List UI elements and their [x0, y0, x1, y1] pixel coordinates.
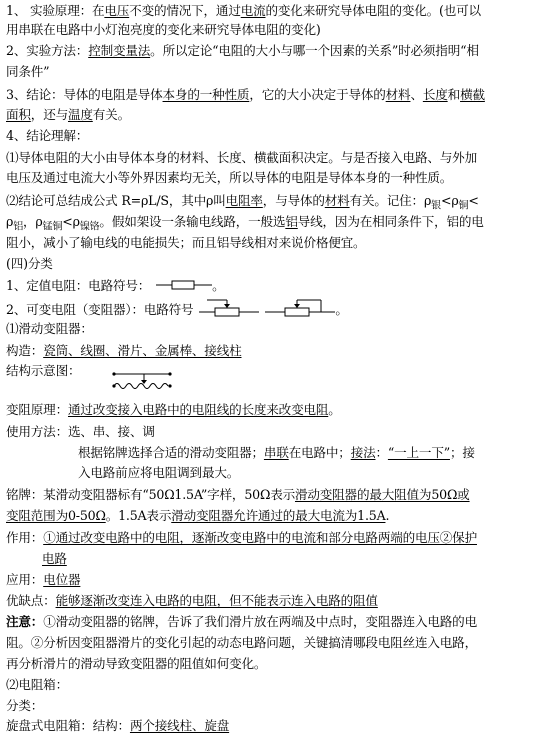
understanding-heading: 4、结论理解： — [6, 128, 89, 143]
note-line-cont2: 再分析滑片的滑动导致变阻器的阻值如何变化。 — [6, 656, 267, 671]
usage-line: 使用方法：选、串、接、调 — [6, 424, 155, 439]
note-line: 注意：①滑动变阻器的铭牌，告诉了我们滑片放在两端及中点时，变阻器连入电路的电 — [6, 614, 477, 629]
conclusion-line-cont: 面积，还与温度有关。 — [6, 107, 130, 122]
principle-line: 1、 实验原理：在电压不变的情况下，通过电流的变化来研究导体电阻的变化。(也可以 — [6, 3, 481, 18]
resistor-symbol-icon — [156, 278, 212, 296]
classification-label: 分类： — [6, 698, 44, 713]
rheostat-schematic-icon — [110, 368, 174, 400]
usage-detail-cont: 入电路前应将电阻调到最大。 — [78, 465, 240, 480]
rotary-box-line: 旋盘式电阻箱：结构：两个接线柱、旋盘 — [6, 718, 230, 733]
fixed-resistor-line: 1、定值电阻：电路符号： 。 — [6, 277, 543, 296]
resistance-box-heading: ⑵电阻箱： — [6, 677, 68, 692]
principle-line-cont: 用串联在电路中小灯泡亮度的变化来研究导体电阻的变化) — [6, 22, 321, 37]
structure-line: 构造：瓷筒、线圈、滑片、金属棒、接线柱 — [6, 343, 242, 358]
nameplate-line: 铭牌：某滑动变阻器标有“50Ω1.5A”字样，50Ω表示滑动变阻器的最大阻值为50Ω或 — [6, 487, 470, 502]
understanding-2: ⑵结论可总结成公式 R=ρL/S，其中ρ叫电阻率，与导体的材料有关。记住：$\rho_银<\rho_铜<$ — [6, 193, 479, 212]
slide-rheostat-heading: ⑴滑动变阻器： — [6, 321, 93, 336]
method-line: 2、实验方法：控制变量法。所以定论“电阻的大小与哪一个因素的关系”时必须指明“相 — [6, 43, 479, 58]
application-line: 应用：电位器 — [6, 572, 81, 587]
understanding-2-cont2: 阻小，减小了输电线的电能损失；而且铝导线相对来说价格便宜。 — [6, 235, 366, 250]
pros-cons-line: 优缺点：能够逐渐改变连入电路的电阻，但不能表示连入电路的阻值 — [6, 593, 378, 608]
understanding-2-cont: $\rho_铝$，$\rho_{锰铜}<\rho_{镍铬}$。假如架设一条输电线路，一般选铝导线，因为在相同条件下，铝的电 — [6, 214, 484, 233]
function-line: 作用：①通过改变电路中的电阻，逐渐改变电路中的电流和部分电路两端的电压②保护 — [6, 530, 477, 545]
schematic-label: 结构示意图： — [6, 363, 81, 378]
section-classification: (四)分类 — [6, 256, 53, 271]
understanding-1: ⑴导体电阻的大小由导体本身的材料、长度、横截面积决定。与是否接入电路、与外加 — [6, 150, 477, 165]
function-line-cont: 电路 — [42, 551, 67, 566]
principle-variable: 变阻原理：通过改变接入电路中的电阻线的长度来改变电阻。 — [6, 402, 341, 417]
method-line-cont: 同条件” — [6, 64, 50, 79]
nameplate-line-cont: 变阻范围为0-50Ω。1.5A表示滑动变阻器允许通过的最大电流为1.5A. — [6, 508, 390, 523]
usage-detail: 根据铭牌选择合适的滑动变阻器；串联在电路中；接法：“一上一下”；接 — [78, 445, 475, 460]
conclusion-line: 3、结论：导体的电阻是导体本身的一种性质，它的大小决定于导体的材料、长度和横截 — [6, 87, 485, 102]
understanding-1-cont: 电压及通过电流大小等外界因素均无关，所以导体的电阻是导体本身的一种性质。 — [6, 170, 453, 185]
variable-resistor-line: 2、可变电阻（变阻器）：电路符号 。 — [6, 298, 543, 323]
note-line-cont: 阻。②分析因变阻器滑片的变化引起的动态电路问题，关键搞清哪段电阻丝连入电路， — [6, 635, 477, 650]
